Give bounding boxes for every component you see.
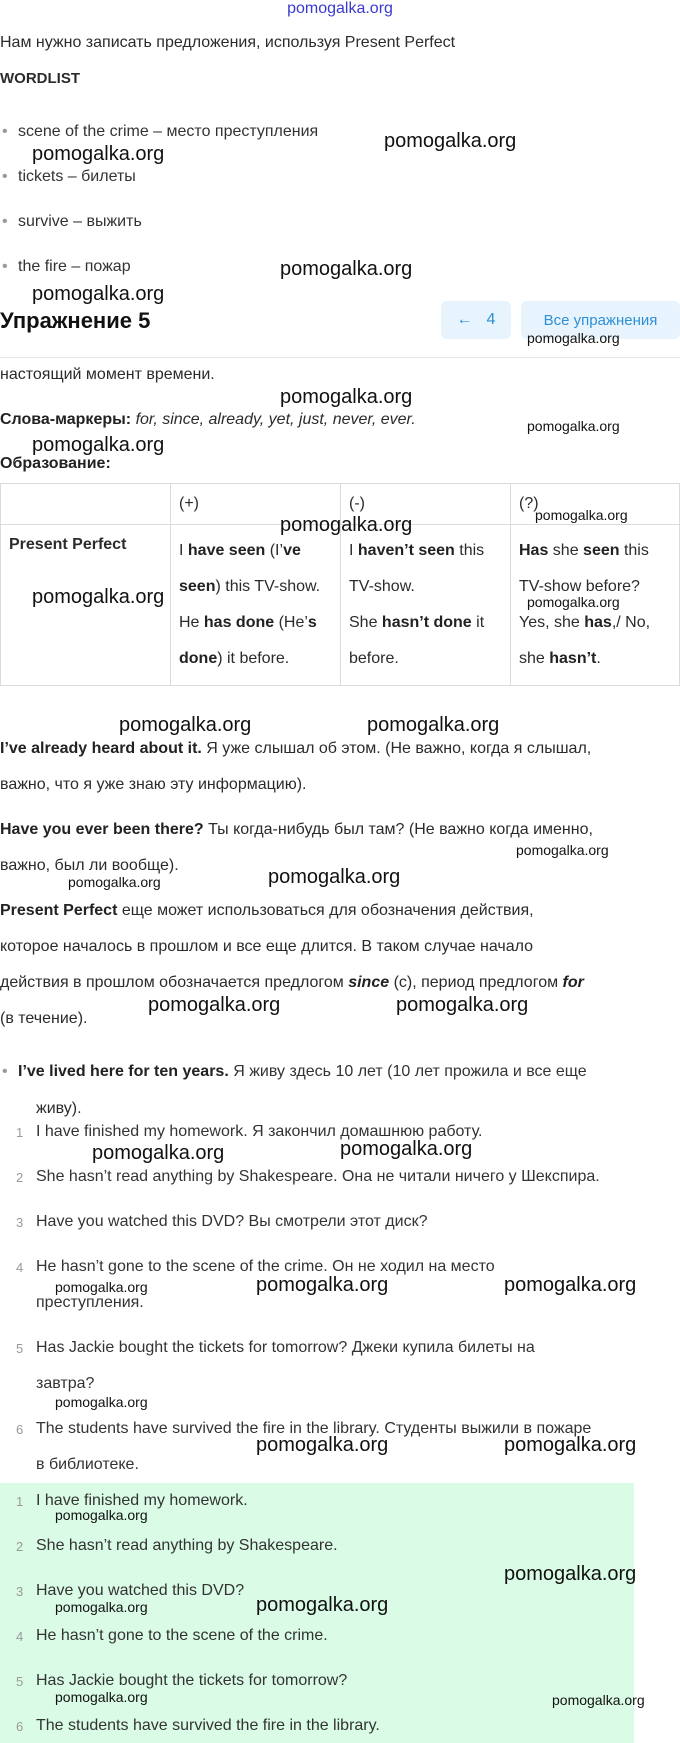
answer-number: 3 (16, 1584, 24, 1599)
list-number: 2 (16, 1170, 24, 1185)
list-number: 6 (16, 1422, 24, 1437)
answer-number: 2 (16, 1539, 24, 1554)
watermark: pomogalka.org (340, 1138, 473, 1160)
wordlist-item: • survive – выжить (18, 213, 142, 231)
watermark: pomogalka.org (504, 1274, 637, 1296)
watermark: pomogalka.org (280, 514, 413, 536)
markers-line (0, 410, 416, 430)
watermark: pomogalka.org (55, 1279, 148, 1295)
answer-number: 4 (16, 1629, 24, 1644)
watermark: pomogalka.org (32, 434, 165, 456)
table-cell-question: Has she seen this TV-show before? Yes, she has,/ No, she hasn’t. (511, 525, 680, 686)
watermark: pomogalka.org (504, 1434, 637, 1456)
pp-paragraph-line3: действия в прошлом обозначается предлогом since (с), период предлогом for (0, 974, 584, 991)
list-item: The students have survived the fire in the library. Студенты выжили в пожаре (36, 1420, 592, 1437)
wordlist-item: • scene of the crime – место преступления (18, 123, 318, 141)
answer-item: Have you watched this DVD? (36, 1582, 245, 1599)
watermark: pomogalka.org (552, 1692, 645, 1708)
watermark: pomogalka.org (92, 1142, 225, 1164)
list-item: Have you watched this DVD? Вы смотрели этот диск? (36, 1213, 428, 1230)
watermark: pomogalka.org (55, 1394, 148, 1410)
all-exercises-label: Все упражнения (543, 311, 658, 329)
pp-paragraph-line2: которое началось в прошлом и все еще длится. В таком случае начало (0, 938, 534, 955)
watermark: pomogalka.org (32, 283, 165, 305)
list-item: Has Jackie bought the tickets for tomorrow? Джеки купила билеты на (36, 1339, 535, 1356)
wordlist-title: WORDLIST (0, 70, 80, 87)
answer-number: 5 (16, 1674, 24, 1689)
watermark: pomogalka.org (32, 586, 165, 608)
watermark: pomogalka.org (527, 418, 620, 434)
watermark: pomogalka.org (55, 1507, 148, 1523)
prev-exercise-label: 4 (486, 311, 496, 328)
pp-paragraph: Present Perfect еще может использоваться для обозначения действия, (0, 902, 534, 919)
watermark: pomogalka.org (527, 330, 620, 346)
example-2: Have you ever been there? Ты когда-нибудь был там? (Не важно когда именно, (0, 821, 593, 838)
list-item: She hasn’t read anything by Shakespeare. Она не читали ничего у Шекспира. (36, 1168, 600, 1185)
watermark: pomogalka.org (367, 714, 500, 736)
watermark: pomogalka.org (68, 874, 161, 890)
prev-exercise-button[interactable] (441, 301, 511, 339)
watermark: pomogalka.org (55, 1599, 148, 1615)
watermark: pomogalka.org (256, 1594, 389, 1616)
watermark: pomogalka.org (280, 258, 413, 280)
list-item-cont: в библиотеке. (36, 1456, 139, 1473)
answer-item: She hasn’t read anything by Shakespeare. (36, 1537, 338, 1554)
watermark: pomogalka.org (256, 1434, 389, 1456)
list-number: 5 (16, 1341, 24, 1356)
example-3-cont: живу). (36, 1100, 82, 1117)
watermark: pomogalka.org (119, 714, 252, 736)
table-header: (-) (341, 484, 511, 525)
list-number: 4 (16, 1260, 24, 1275)
example-1-cont: важно, что я уже знаю эту информацию). (0, 776, 307, 793)
answer-item: The students have survived the fire in the library. (36, 1717, 380, 1734)
answer-item: He hasn’t gone to the scene of the crime. (36, 1627, 328, 1644)
watermark: pomogalka.org (32, 143, 165, 165)
table-header-empty (1, 484, 171, 525)
divider (0, 357, 680, 358)
answer-item: I have finished my homework. (36, 1492, 248, 1509)
formation-label: Образование: (0, 455, 111, 472)
watermark: pomogalka.org (535, 507, 628, 523)
wordlist-item: • tickets – билеты (18, 168, 136, 186)
example-3: • I’ve lived here for ten years. Я живу здесь 10 лет (10 лет прожила и все еще (18, 1063, 587, 1081)
watermark: pomogalka.org (148, 994, 281, 1016)
wordlist-item: • the fire – пожар (18, 258, 131, 276)
list-item: He hasn’t gone to the scene of the crime. Он не ходил на место (36, 1258, 495, 1275)
watermark: pomogalka.org (256, 1274, 389, 1296)
task-line: Нам нужно записать предложения, используя Present Perfect (0, 34, 456, 51)
example-2-cont: важно, был ли вообще). (0, 857, 179, 874)
pp-paragraph-line4: (в течение). (0, 1010, 88, 1027)
watermark: pomogalka.org (268, 866, 401, 888)
watermark: pomogalka.org (516, 842, 609, 858)
answer-number: 6 (16, 1719, 24, 1734)
site-link[interactable]: pomogalka.org (287, 0, 393, 17)
list-item-cont: завтра? (36, 1375, 95, 1392)
list-number: 3 (16, 1215, 24, 1230)
table-header: (?) (511, 484, 680, 525)
watermark: pomogalka.org (55, 1689, 148, 1705)
exercise-title: Упражнение 5 (0, 308, 151, 333)
watermark: pomogalka.org (527, 594, 620, 610)
list-item-cont: преступления. (36, 1294, 144, 1311)
table-header: (+) (171, 484, 341, 525)
theory-line: настоящий момент времени. (0, 366, 215, 383)
table-cell-negative: I haven’t seen this TV-show. She hasn’t done it before. (341, 525, 511, 686)
watermark: pomogalka.org (280, 386, 413, 408)
watermark: pomogalka.org (384, 130, 517, 152)
list-item: I have finished my homework. Я закончил домашнюю работу. (36, 1123, 483, 1140)
answer-number: 1 (16, 1494, 24, 1509)
watermark: pomogalka.org (396, 994, 529, 1016)
arrow-left-icon: ← (456, 311, 473, 328)
markers-label: Слова-маркеры: (0, 411, 132, 428)
watermark: pomogalka.org (504, 1563, 637, 1585)
list-number: 1 (16, 1125, 24, 1140)
table-cell-positive: I have seen (I’ve seen) this TV-show. He has done (He’s done) it before. (171, 525, 341, 686)
markers-list: for, since, already, yet, just, never, ever. (135, 411, 416, 428)
example-1: I’ve already heard about it. Я уже слышал об этом. (Не важно, когда я слышал, (0, 740, 592, 757)
table-row-label: Present Perfect (1, 525, 171, 686)
answer-item: Has Jackie bought the tickets for tomorrow? (36, 1672, 348, 1689)
